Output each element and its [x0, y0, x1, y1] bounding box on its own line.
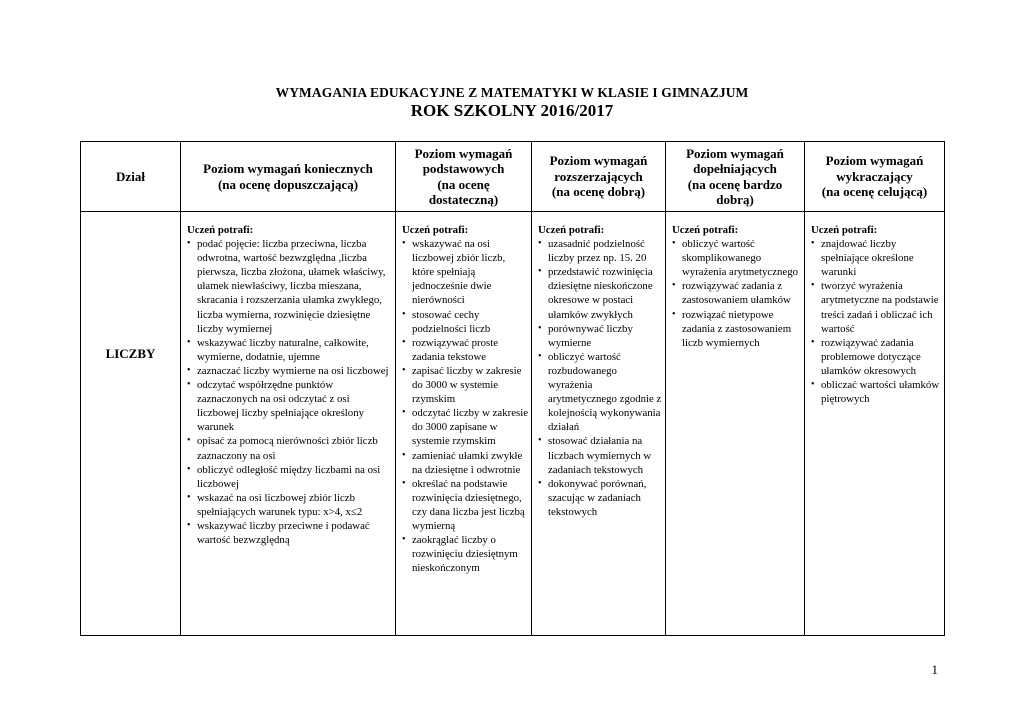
requirement-item: • podać pojęcie: liczba przeciwna, liczba odwrotna, wartość bezwzględna ,liczba pierwsza, liczba złożona, ułamek właściwy, ułamek niewłaściwy, liczba mieszana, skracania i rozszerzania ułamka zwykłego, liczba wymierna, rozwinięcie dziesiętne liczby wymiernej	[187, 237, 393, 336]
lead-label: Uczeń potrafi:	[402, 224, 469, 236]
requirement-item: • zaokrąglać liczby o rozwinięciu dziesiętnym nieskończonym	[402, 533, 529, 575]
lead-label: Uczeń potrafi:	[538, 224, 605, 236]
podstawowe-cell	[396, 212, 532, 636]
requirement-item: • wskazywać liczby przeciwne i podawać wartość bezwzględną	[187, 519, 393, 547]
requirement-item: • znajdować liczby spełniające określone warunki	[811, 237, 942, 279]
requirement-item: • wskazywać na osi liczbowej zbiór liczb, które spełniają jednocześnie dwie nierówności	[402, 237, 529, 307]
podstawowe-list	[402, 237, 529, 575]
rozszerzajace-list	[538, 237, 663, 519]
header-dopelniajace: Poziom wymagań dopełniających (na ocenę bardzo dobrą)	[666, 142, 805, 212]
requirement-item: • opisać za pomocą nierówności zbiór liczb zaznaczony na osi	[187, 434, 393, 462]
header-podstawowe: Poziom wymagań podstawowych (na ocenę dostateczną)	[396, 142, 532, 212]
requirement-item: • rozwiązać nietypowe zadania z zastosowaniem liczb wymiernych	[672, 308, 802, 350]
section-liczby: LICZBY	[81, 212, 181, 636]
school-year-title: ROK SZKOLNY 2016/2017	[410, 101, 614, 120]
header-row	[81, 142, 945, 212]
requirement-item: • rozwiązywać zadania z zastosowaniem ułamków	[672, 279, 802, 307]
requirement-item: • odczytać współrzędne punktów zaznaczonych na osi odczytać z osi liczbowej liczby spełniające określony warunek	[187, 378, 393, 434]
rozszerzajace-cell	[532, 212, 666, 636]
header-rozszerzajace: Poziom wymagań rozszerzających (na ocenę dobrą)	[532, 142, 666, 212]
requirement-item: • obliczyć wartość skomplikowanego wyrażenia arytmetycznego	[672, 237, 802, 279]
dopelniajace-list	[672, 237, 802, 350]
header-konieczne: Poziom wymagań koniecznych (na ocenę dopuszczającą)	[181, 142, 396, 212]
requirement-item: • odczytać liczby w zakresie do 3000 zapisane w systemie rzymskim	[402, 406, 529, 448]
header-dzial: Dział	[81, 142, 181, 212]
content-row	[81, 212, 945, 636]
requirement-item: • przedstawić rozwinięcia dziesiętne nieskończone okresowe w postaci ułamków zwykłych	[538, 265, 663, 321]
document-title: WYMAGANIA EDUKACYJNE Z MATEMATYKI W KLASIE I GIMNAZJUM	[275, 85, 749, 100]
requirement-item: • obliczać wartości ułamków piętrowych	[811, 378, 942, 406]
requirement-item: • wskazywać liczby naturalne, całkowite, wymierne, dodatnie, ujemne	[187, 336, 393, 364]
lead-label: Uczeń potrafi:	[672, 224, 739, 236]
requirement-item: • zapisać liczby w zakresie do 3000 w systemie rzymskim	[402, 364, 529, 406]
requirement-item: • wskazać na osi liczbowej zbiór liczb spełniających warunek typu: x>4, x≤2	[187, 491, 393, 519]
konieczne-list	[187, 237, 393, 547]
dopelniajace-cell	[666, 212, 805, 636]
requirement-item: • zaznaczać liczby wymierne na osi liczbowej	[187, 364, 393, 378]
requirements-table	[80, 141, 945, 636]
requirement-item: • uzasadnić podzielność liczby przez np. 15. 20	[538, 237, 663, 265]
wykraczajace-list	[811, 237, 942, 406]
requirement-item: • obliczyć wartość rozbudowanego wyrażenia arytmetycznego zgodnie z kolejnością wykonywania działań	[538, 350, 663, 435]
requirement-item: • dokonywać porównań, szacując w zadaniach tekstowych	[538, 477, 663, 519]
lead-label: Uczeń potrafi:	[811, 224, 878, 236]
requirement-item: • rozwiązywać zadania problemowe dotyczące ułamków okresowych	[811, 336, 942, 378]
requirement-item: • obliczyć odległość między liczbami na osi liczbowej	[187, 463, 393, 491]
requirement-item: • stosować działania na liczbach wymiernych w zadaniach tekstowych	[538, 434, 663, 476]
requirement-item: • porównywać liczby wymierne	[538, 322, 663, 350]
konieczne-cell	[181, 212, 396, 636]
page-number: 1	[931, 662, 938, 677]
requirement-item: • tworzyć wyrażenia arytmetyczne na podstawie treści zadań i obliczać ich wartość	[811, 279, 942, 335]
lead-label: Uczeń potrafi:	[187, 224, 254, 236]
requirement-item: • stosować cechy podzielności liczb	[402, 308, 529, 336]
header-wykraczajace: Poziom wymagań wykraczający (na ocenę celującą)	[805, 142, 945, 212]
wykraczajace-cell	[805, 212, 945, 636]
requirement-item: • określać na podstawie rozwinięcia dziesiętnego, czy dana liczba jest liczbą wymierną	[402, 477, 529, 533]
requirement-item: • rozwiązywać proste zadania tekstowe	[402, 336, 529, 364]
requirement-item: • zamieniać ułamki zwykłe na dziesiętne i odwrotnie	[402, 449, 529, 477]
